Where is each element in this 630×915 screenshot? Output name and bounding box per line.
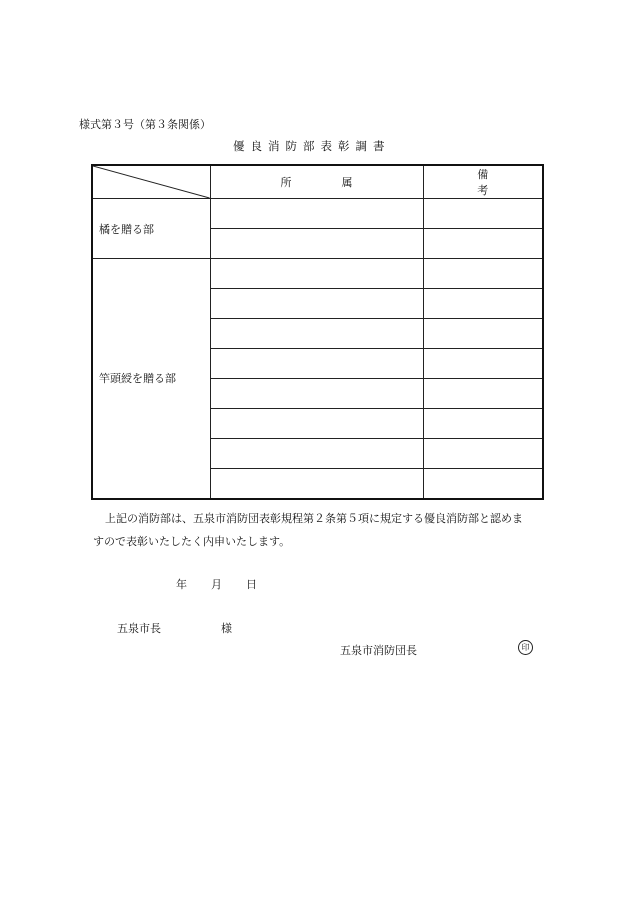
date-day: 日 bbox=[246, 578, 257, 591]
table-row bbox=[92, 199, 543, 229]
table-header-row bbox=[92, 165, 543, 199]
affiliation-cell[interactable] bbox=[210, 319, 423, 349]
affiliation-cell[interactable] bbox=[210, 409, 423, 439]
date-month: 月 bbox=[211, 578, 222, 591]
body-paragraph bbox=[93, 507, 553, 553]
table-row bbox=[92, 259, 543, 289]
seal-mark: 印 bbox=[518, 640, 533, 655]
affiliation-cell[interactable] bbox=[210, 349, 423, 379]
remarks-cell[interactable] bbox=[423, 199, 543, 229]
diagonal-header-cell bbox=[92, 165, 210, 199]
remarks-cell[interactable] bbox=[423, 259, 543, 289]
date-line bbox=[176, 576, 257, 592]
remarks-cell[interactable] bbox=[423, 289, 543, 319]
recipient: 五泉市長 bbox=[117, 622, 161, 635]
award-table bbox=[91, 164, 544, 500]
document-title: 優良消防部表彰調書 bbox=[233, 139, 391, 153]
remarks-cell[interactable] bbox=[423, 379, 543, 409]
date-year: 年 bbox=[176, 578, 187, 591]
affiliation-cell[interactable] bbox=[210, 229, 423, 259]
applicant: 五泉市消防団長 bbox=[340, 644, 417, 657]
affiliation-cell[interactable] bbox=[210, 439, 423, 469]
affiliation-cell[interactable] bbox=[210, 259, 423, 289]
remarks-cell[interactable] bbox=[423, 469, 543, 499]
header-affiliation: 所属 bbox=[210, 165, 423, 199]
affiliation-cell[interactable] bbox=[210, 469, 423, 499]
form-number: 様式第３号（第３条関係） bbox=[79, 118, 211, 131]
remarks-cell[interactable] bbox=[423, 229, 543, 259]
remarks-cell[interactable] bbox=[423, 319, 543, 349]
body-line-1: 上記の消防部は、五泉市消防団表彰規程第２条第５項に規定する優良消防部と認めま bbox=[105, 512, 523, 525]
affiliation-cell[interactable] bbox=[210, 289, 423, 319]
category-streamer-cell: 竿頭綬を贈る部 bbox=[92, 259, 210, 499]
body-line-2: すので表彰いたしたく内申いたします。 bbox=[93, 535, 291, 548]
category-flag-cell: 橘を贈る部 bbox=[92, 199, 210, 259]
diagonal-line bbox=[93, 166, 210, 198]
header-remarks: 備考 bbox=[423, 165, 543, 199]
remarks-cell[interactable] bbox=[423, 409, 543, 439]
affiliation-cell[interactable] bbox=[210, 379, 423, 409]
remarks-cell[interactable] bbox=[423, 349, 543, 379]
honorific: 様 bbox=[221, 622, 232, 635]
affiliation-cell[interactable] bbox=[210, 199, 423, 229]
remarks-cell[interactable] bbox=[423, 439, 543, 469]
